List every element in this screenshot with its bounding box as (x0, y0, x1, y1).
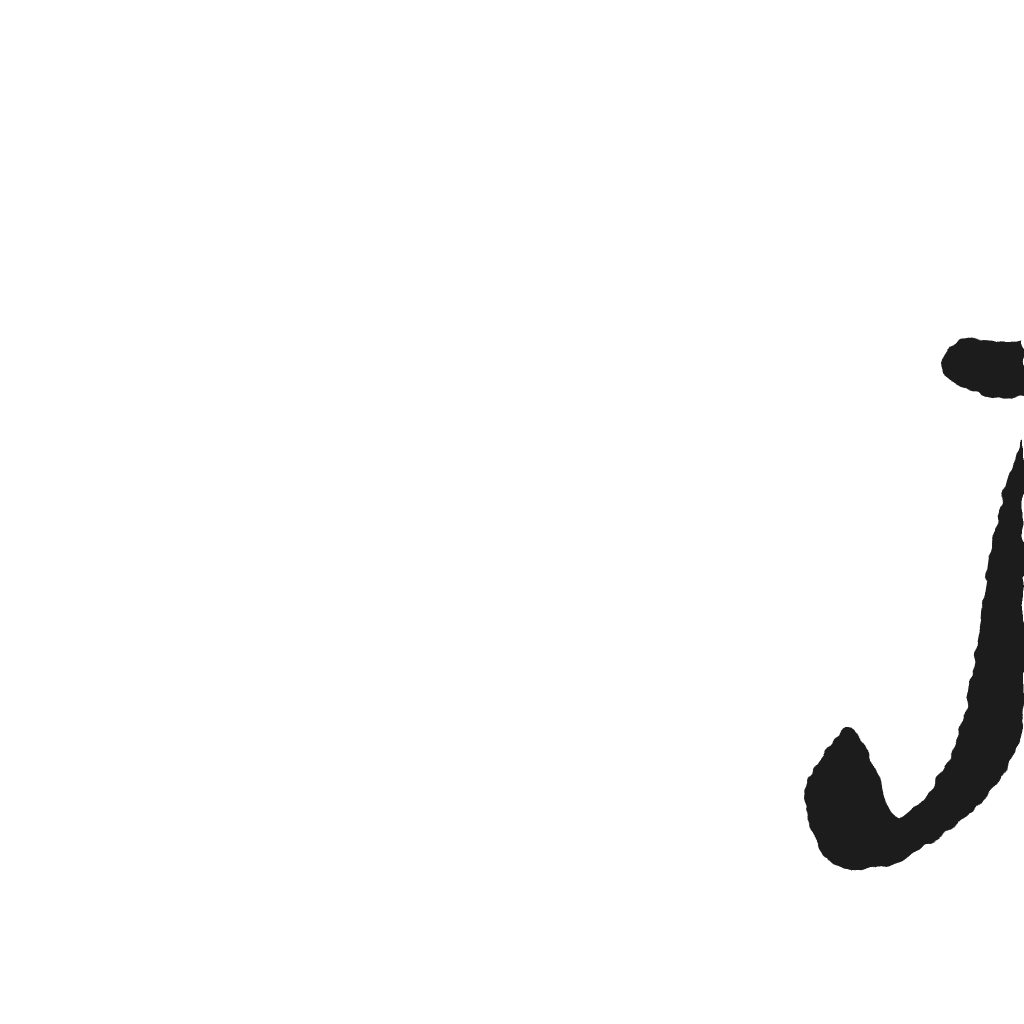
j-top-stroke (939, 338, 1024, 398)
j-stem-and-hook (804, 440, 1024, 870)
